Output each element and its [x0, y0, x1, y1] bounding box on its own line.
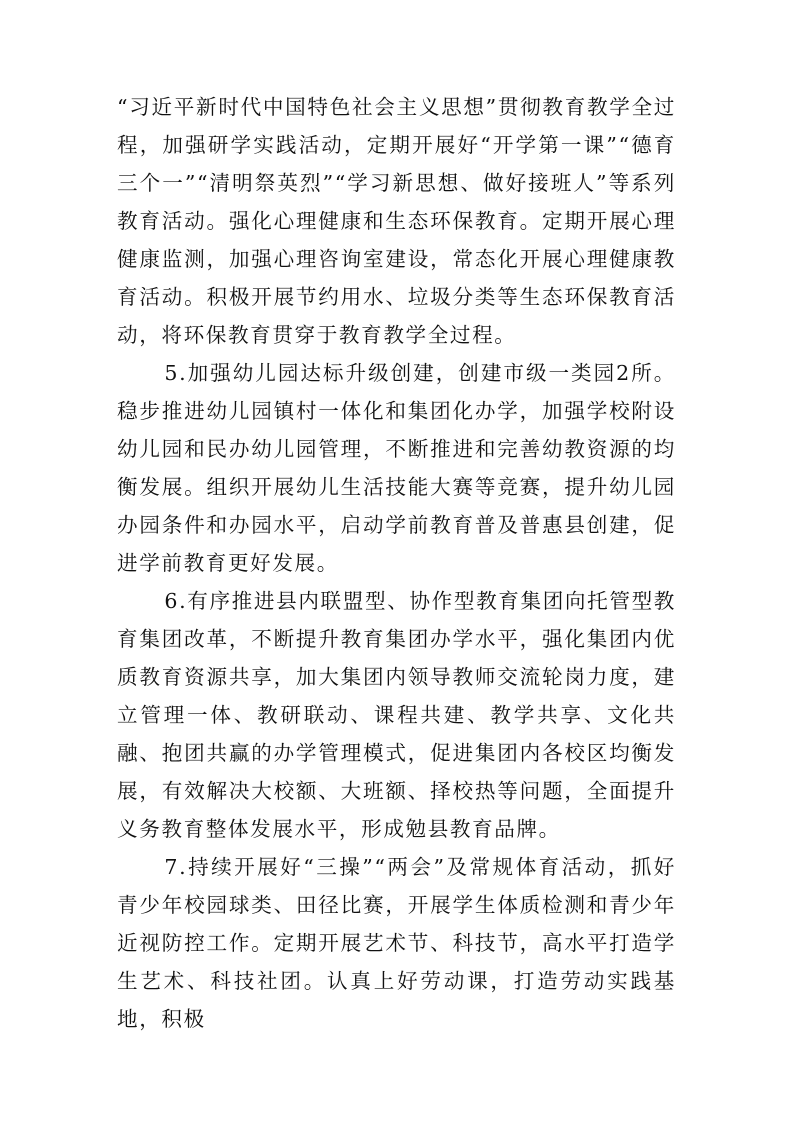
document-body: [117, 88, 676, 1038]
paragraph-item-5-kindergarten: 5.加强幼儿园达标升级创建，创建市级一类园2所。稳步推进幼儿园镇村一体化和集团化办学，加强学校附设幼儿园和民办幼儿园管理，不断推进和完善幼教资源的均衡发展。组织开展幼儿生活技能大赛等竞赛，提升幼儿园办园条件和办园水平，启动学前教育普及普惠县创建，促进学前教育更好发展。: [117, 361, 676, 575]
paragraph-item-7-sports-activities: 7.持续开展好“三操”“两会”及常规体育活动，抓好青少年校园球类、田径比赛，开展学生体质检测和青少年近视防控工作。定期开展艺术节、科技节，高水平打造学生艺术、科技社团。认真上好劳动课，打造劳动实践基地，积极: [117, 855, 676, 1031]
paragraph-item-6-education-groups: 6.有序推进县内联盟型、协作型教育集团向托管型教育集团改革，不断提升教育集团办学水平，强化集团内优质教育资源共享，加大集团内领导教师交流轮岗力度，建立管理一体、教研联动、课程共建、教学共享、文化共融、抱团共赢的办学管理模式，促进集团内各校区均衡发展，有效解决大校额、大班额、择校热等问题，全面提升义务教育整体发展水平，形成勉县教育品牌。: [117, 589, 676, 841]
paragraph-continued-ideology-education: “习近平新时代中国特色社会主义思想”贯彻教育教学全过程，加强研学实践活动，定期开展好“开学第一课”“德育三个一”“清明祭英烈”“学习新思想、做好接班人”等系列教育活动。强化心理健康和生态环保教育。定期开展心理健康监测，加强心理咨询室建设，常态化开展心理健康教育活动。积极开展节约用水、垃圾分类等生态环保教育活动，将环保教育贯穿于教育教学全过程。: [117, 95, 676, 347]
